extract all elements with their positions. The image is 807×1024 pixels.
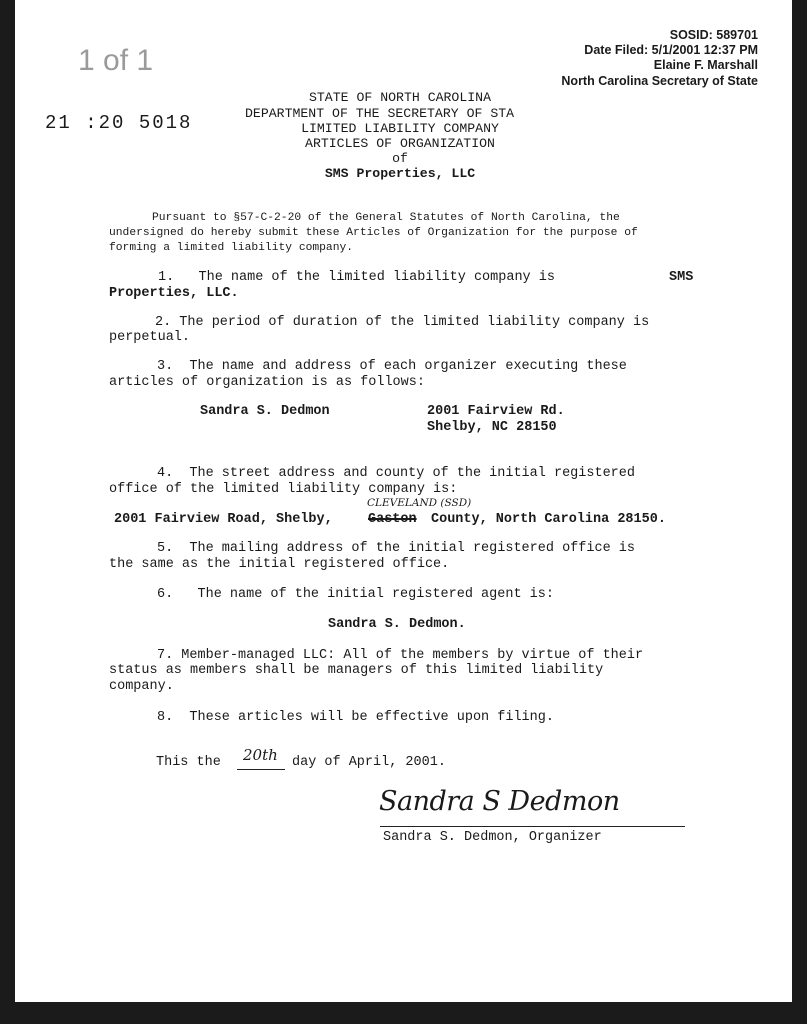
organizer-name: Sandra S. Dedmon xyxy=(200,404,330,419)
item-8: 8. These articles will be effective upon filing. xyxy=(157,710,554,725)
item-7-line-3: company. xyxy=(109,679,174,694)
item-2-line-2: perpetual. xyxy=(109,330,191,345)
registered-agent-name: Sandra S. Dedmon. xyxy=(328,617,466,632)
date-filed-line: Date Filed: 5/1/2001 12:37 PM xyxy=(584,43,758,57)
organizer-address-2: Shelby, NC 28150 xyxy=(427,420,557,435)
item-4-line-1: 4. The street address and county of the initial registered xyxy=(157,466,635,481)
intro-line-3: forming a limited liability company. xyxy=(109,242,354,254)
item-4-address-start: 2001 Fairview Road, Shelby, xyxy=(114,512,333,527)
signature: Sandra S Dedmon xyxy=(379,786,620,817)
dated-suffix: day of April, 2001. xyxy=(292,755,446,770)
handwritten-day: 20th xyxy=(243,746,278,764)
item-2-line-1: 2. The period of duration of the limited liability company is xyxy=(155,315,650,330)
document-page xyxy=(15,0,792,1002)
dated-prefix: This the xyxy=(156,755,221,770)
item-1-sms: SMS xyxy=(669,270,694,285)
struck-county: Gaston xyxy=(368,512,417,527)
organizer-address-1: 2001 Fairview Rd. xyxy=(427,404,565,419)
item-6: 6. The name of the initial registered agent is: xyxy=(157,587,554,602)
intro-line-2: undersigned do hereby submit these Articles of Organization for the purpose of xyxy=(109,227,638,239)
header-department: DEPARTMENT OF THE SECRETARY OF STA xyxy=(245,106,515,121)
header-company-name: SMS Properties, LLC xyxy=(324,166,476,181)
item-7-line-1: 7. Member-managed LLC: All of the members by virtue of their xyxy=(157,648,644,663)
page-indicator: 1 of 1 xyxy=(78,44,154,77)
header-state: STATE OF NORTH CAROLINA xyxy=(308,90,492,105)
signature-line xyxy=(380,826,685,827)
sosid-line: SOSID: 589701 xyxy=(669,28,758,42)
item-1-line-1: 1. The name of the limited liability company is xyxy=(158,270,555,285)
item-5-line-1: 5. The mailing address of the initial registered office is xyxy=(157,541,635,556)
item-4-address-end: County, North Carolina 28150. xyxy=(431,512,666,527)
document-number: 21 :20 5018 xyxy=(45,112,193,134)
signature-printed-name: Sandra S. Dedmon, Organizer xyxy=(383,830,602,845)
item-4-line-2: office of the limited liability company is: xyxy=(109,482,458,497)
secretary-office: North Carolina Secretary of State xyxy=(561,74,758,88)
item-1-line-2: Properties, LLC. xyxy=(109,286,239,301)
handwritten-cleveland: CLEVELAND (SSD) xyxy=(367,497,472,509)
item-3-line-2: articles of organization is as follows: xyxy=(109,375,425,390)
secretary-name: Elaine F. Marshall xyxy=(653,58,758,72)
item-3-line-1: 3. The name and address of each organizer executing these xyxy=(157,359,627,374)
header-articles: ARTICLES OF ORGANIZATION xyxy=(305,136,495,151)
header-llc: LIMITED LIABILITY COMPANY xyxy=(301,121,499,136)
header-of: of xyxy=(392,151,408,166)
item-5-line-2: the same as the initial registered office. xyxy=(109,557,450,572)
day-underline xyxy=(237,769,285,770)
intro-line-1: Pursuant to §57-C-2-20 of the General Statutes of North Carolina, the xyxy=(152,212,620,224)
item-7-line-2: status as members shall be managers of this limited liability xyxy=(109,663,604,678)
